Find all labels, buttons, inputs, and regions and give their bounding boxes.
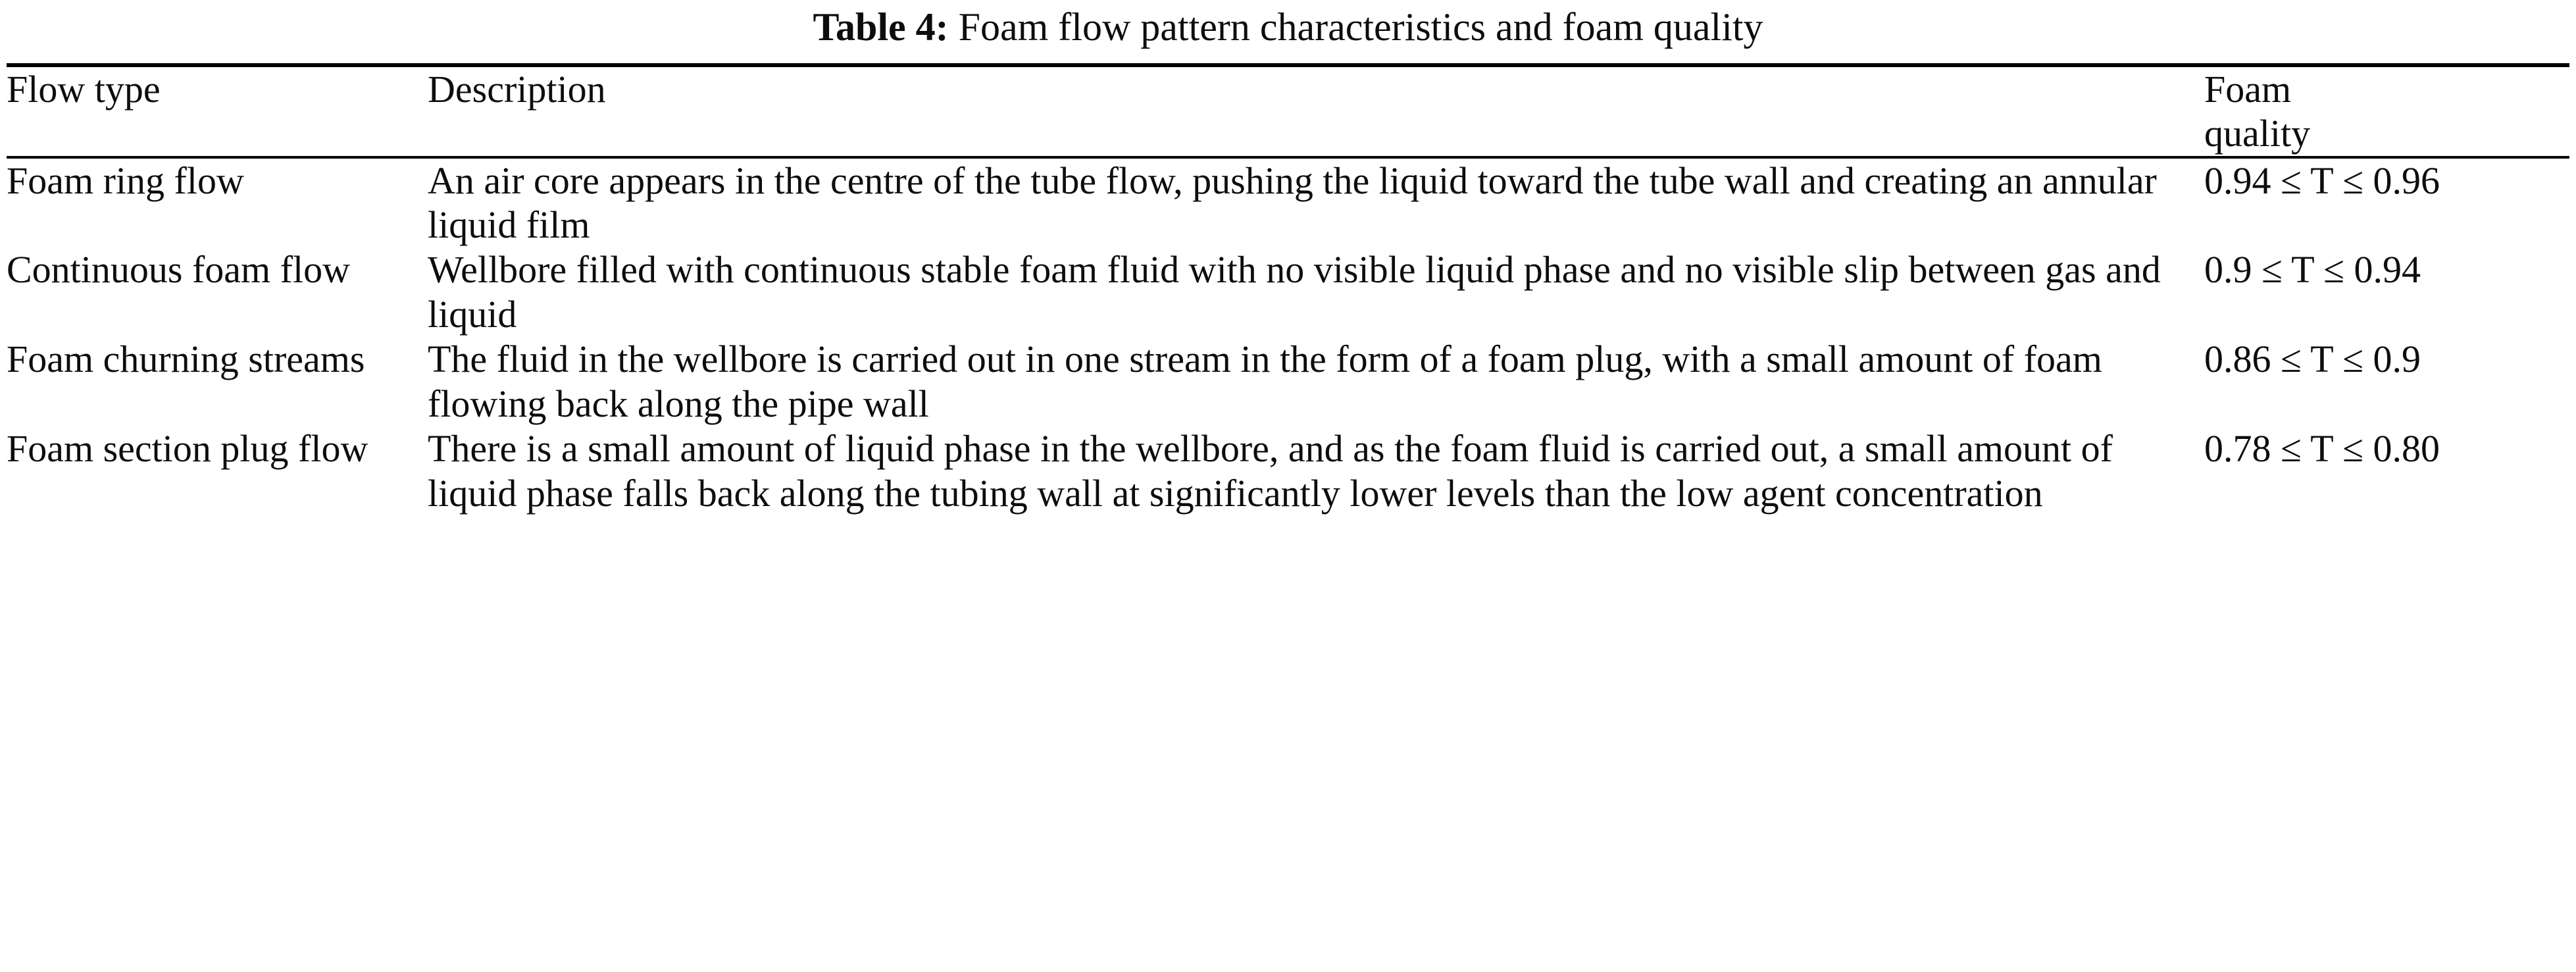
- table-row: [7, 426, 2569, 516]
- table-caption-text: Foam flow pattern characteristics and foam quality: [958, 5, 1763, 49]
- table-header: [7, 65, 2569, 157]
- cell-foam-quality: 0.9 ≤ T ≤ 0.94: [2204, 248, 2421, 292]
- cell-flow-type: Foam section plug flow: [7, 426, 368, 470]
- table-header-row: [7, 65, 2569, 157]
- column-header-foam-quality-line2: quality: [2204, 112, 2311, 155]
- cell-foam-quality: 0.78 ≤ T ≤ 0.80: [2204, 426, 2440, 470]
- table-caption-label: Table 4:: [813, 5, 949, 49]
- table-bottom-rule-cell-3: [2204, 515, 2569, 524]
- table-bottom-rule: [7, 515, 2569, 524]
- cell-foam-quality: 0.86 ≤ T ≤ 0.9: [2204, 337, 2421, 380]
- table-row: [7, 247, 2569, 337]
- foam-flow-table: [7, 63, 2569, 524]
- cell-description: The fluid in the wellbore is carried out in one stream in the form of a foam plug, with a small amount of foam flowing back along the pipe wall: [428, 337, 2102, 425]
- cell-flow-type: Foam churning streams: [7, 337, 365, 380]
- table-row: [7, 157, 2569, 248]
- column-header-foam-quality-line1: Foam: [2204, 68, 2292, 111]
- table-bottom-rule-cell-2: [428, 515, 2204, 524]
- column-header-description: Description: [428, 65, 2204, 157]
- cell-flow-type: Foam ring flow: [7, 157, 428, 248]
- column-header-flow-type: Flow type: [7, 65, 428, 157]
- table-row: [7, 337, 2569, 426]
- cell-foam-quality: 0.94 ≤ T ≤ 0.96: [2204, 157, 2569, 248]
- table-caption: [7, 0, 2569, 63]
- cell-description: An air core appears in the centre of the tube flow, pushing the liquid toward the tube wall and creating an annular liquid film: [428, 157, 2204, 248]
- cell-description: Wellbore filled with continuous stable foam fluid with no visible liquid phase and no visible slip between gas and liquid: [428, 248, 2161, 336]
- cell-description: There is a small amount of liquid phase in the wellbore, and as the foam fluid is carried out, a small amount of liquid phase falls back along the tubing wall at significantly lower levels than the low agent concentration: [428, 426, 2113, 515]
- cell-flow-type: Continuous foam flow: [7, 248, 350, 292]
- table-body: [7, 157, 2569, 525]
- table-bottom-rule-cell-1: [7, 515, 428, 524]
- column-header-foam-quality: [2204, 65, 2569, 157]
